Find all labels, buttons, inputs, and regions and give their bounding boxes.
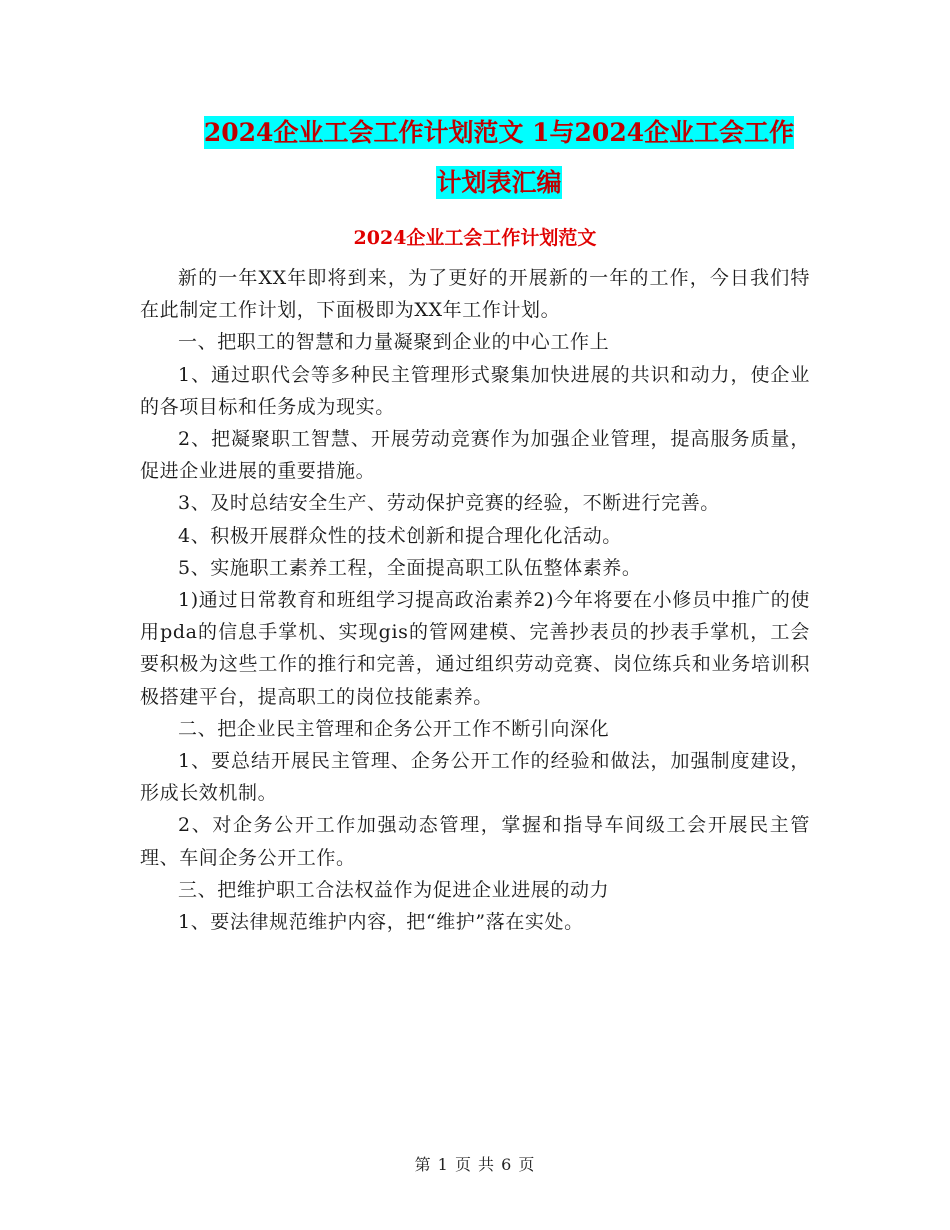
paragraph: 三、把维护职工合法权益作为促进企业进展的动力 — [178, 878, 610, 901]
paragraph: 1、要总结开展民主管理、企务公开工作的经验和做法，加强制度建设，形成长效机制。 — [140, 750, 810, 805]
paragraph: 1、通过职代会等多种民主管理形式聚集加快进展的共识和动力，使企业的各项目标和任务成为现实。 — [140, 363, 810, 418]
paragraph: 2、对企务公开工作加强动态管理，掌握和指导车间级工会开展民主管理、车间企务公开工作。 — [140, 814, 810, 869]
document-title — [140, 108, 858, 208]
page-number-footer: 第 1 页 共 6 页 — [414, 1155, 536, 1174]
paragraph: 新的一年XX年即将到来，为了更好的开展新的一年的工作，今日我们特在此制定工作计划，下面极即为XX年工作计划。 — [140, 267, 810, 322]
paragraph: 5、实施职工素养工程，全面提高职工队伍整体素养。 — [178, 556, 642, 579]
paragraph: 3、及时总结安全生产、劳动保护竞赛的经验，不断进行完善。 — [178, 492, 720, 515]
title-line-2: 计划表汇编 — [436, 168, 562, 197]
paragraph: 1)通过日常教育和班组学习提高政治素养2)今年将要在小修员中推广的使用pda的信息手掌机、实现gis的管网建模、完善抄表员的抄表手掌机，工会要积极为这些工作的推行和完善，通过组织劳动竞赛、岗位练兵和业务培训积极搭建平台，提高职工的岗位技能素养。 — [140, 589, 810, 708]
paragraph: 2、把凝聚职工智慧、开展劳动竞赛作为加强企业管理，提高服务质量，促进企业进展的重要措施。 — [140, 428, 810, 483]
paragraph: 二、把企业民主管理和企务公开工作不断引向深化 — [178, 717, 610, 740]
paragraph: 4、积极开展群众性的技术创新和提合理化化活动。 — [178, 524, 622, 547]
document-body — [140, 262, 810, 938]
paragraph: 1、要法律规范维护内容，把“维护”落在实处。 — [178, 911, 584, 934]
title-line-1: 2024企业工会工作计划范文 1与2024企业工会工作 — [203, 118, 795, 147]
section-title: 2024企业工会工作计划范文 — [353, 227, 597, 249]
paragraph: 一、把职工的智慧和力量凝聚到企业的中心工作上 — [178, 331, 610, 354]
